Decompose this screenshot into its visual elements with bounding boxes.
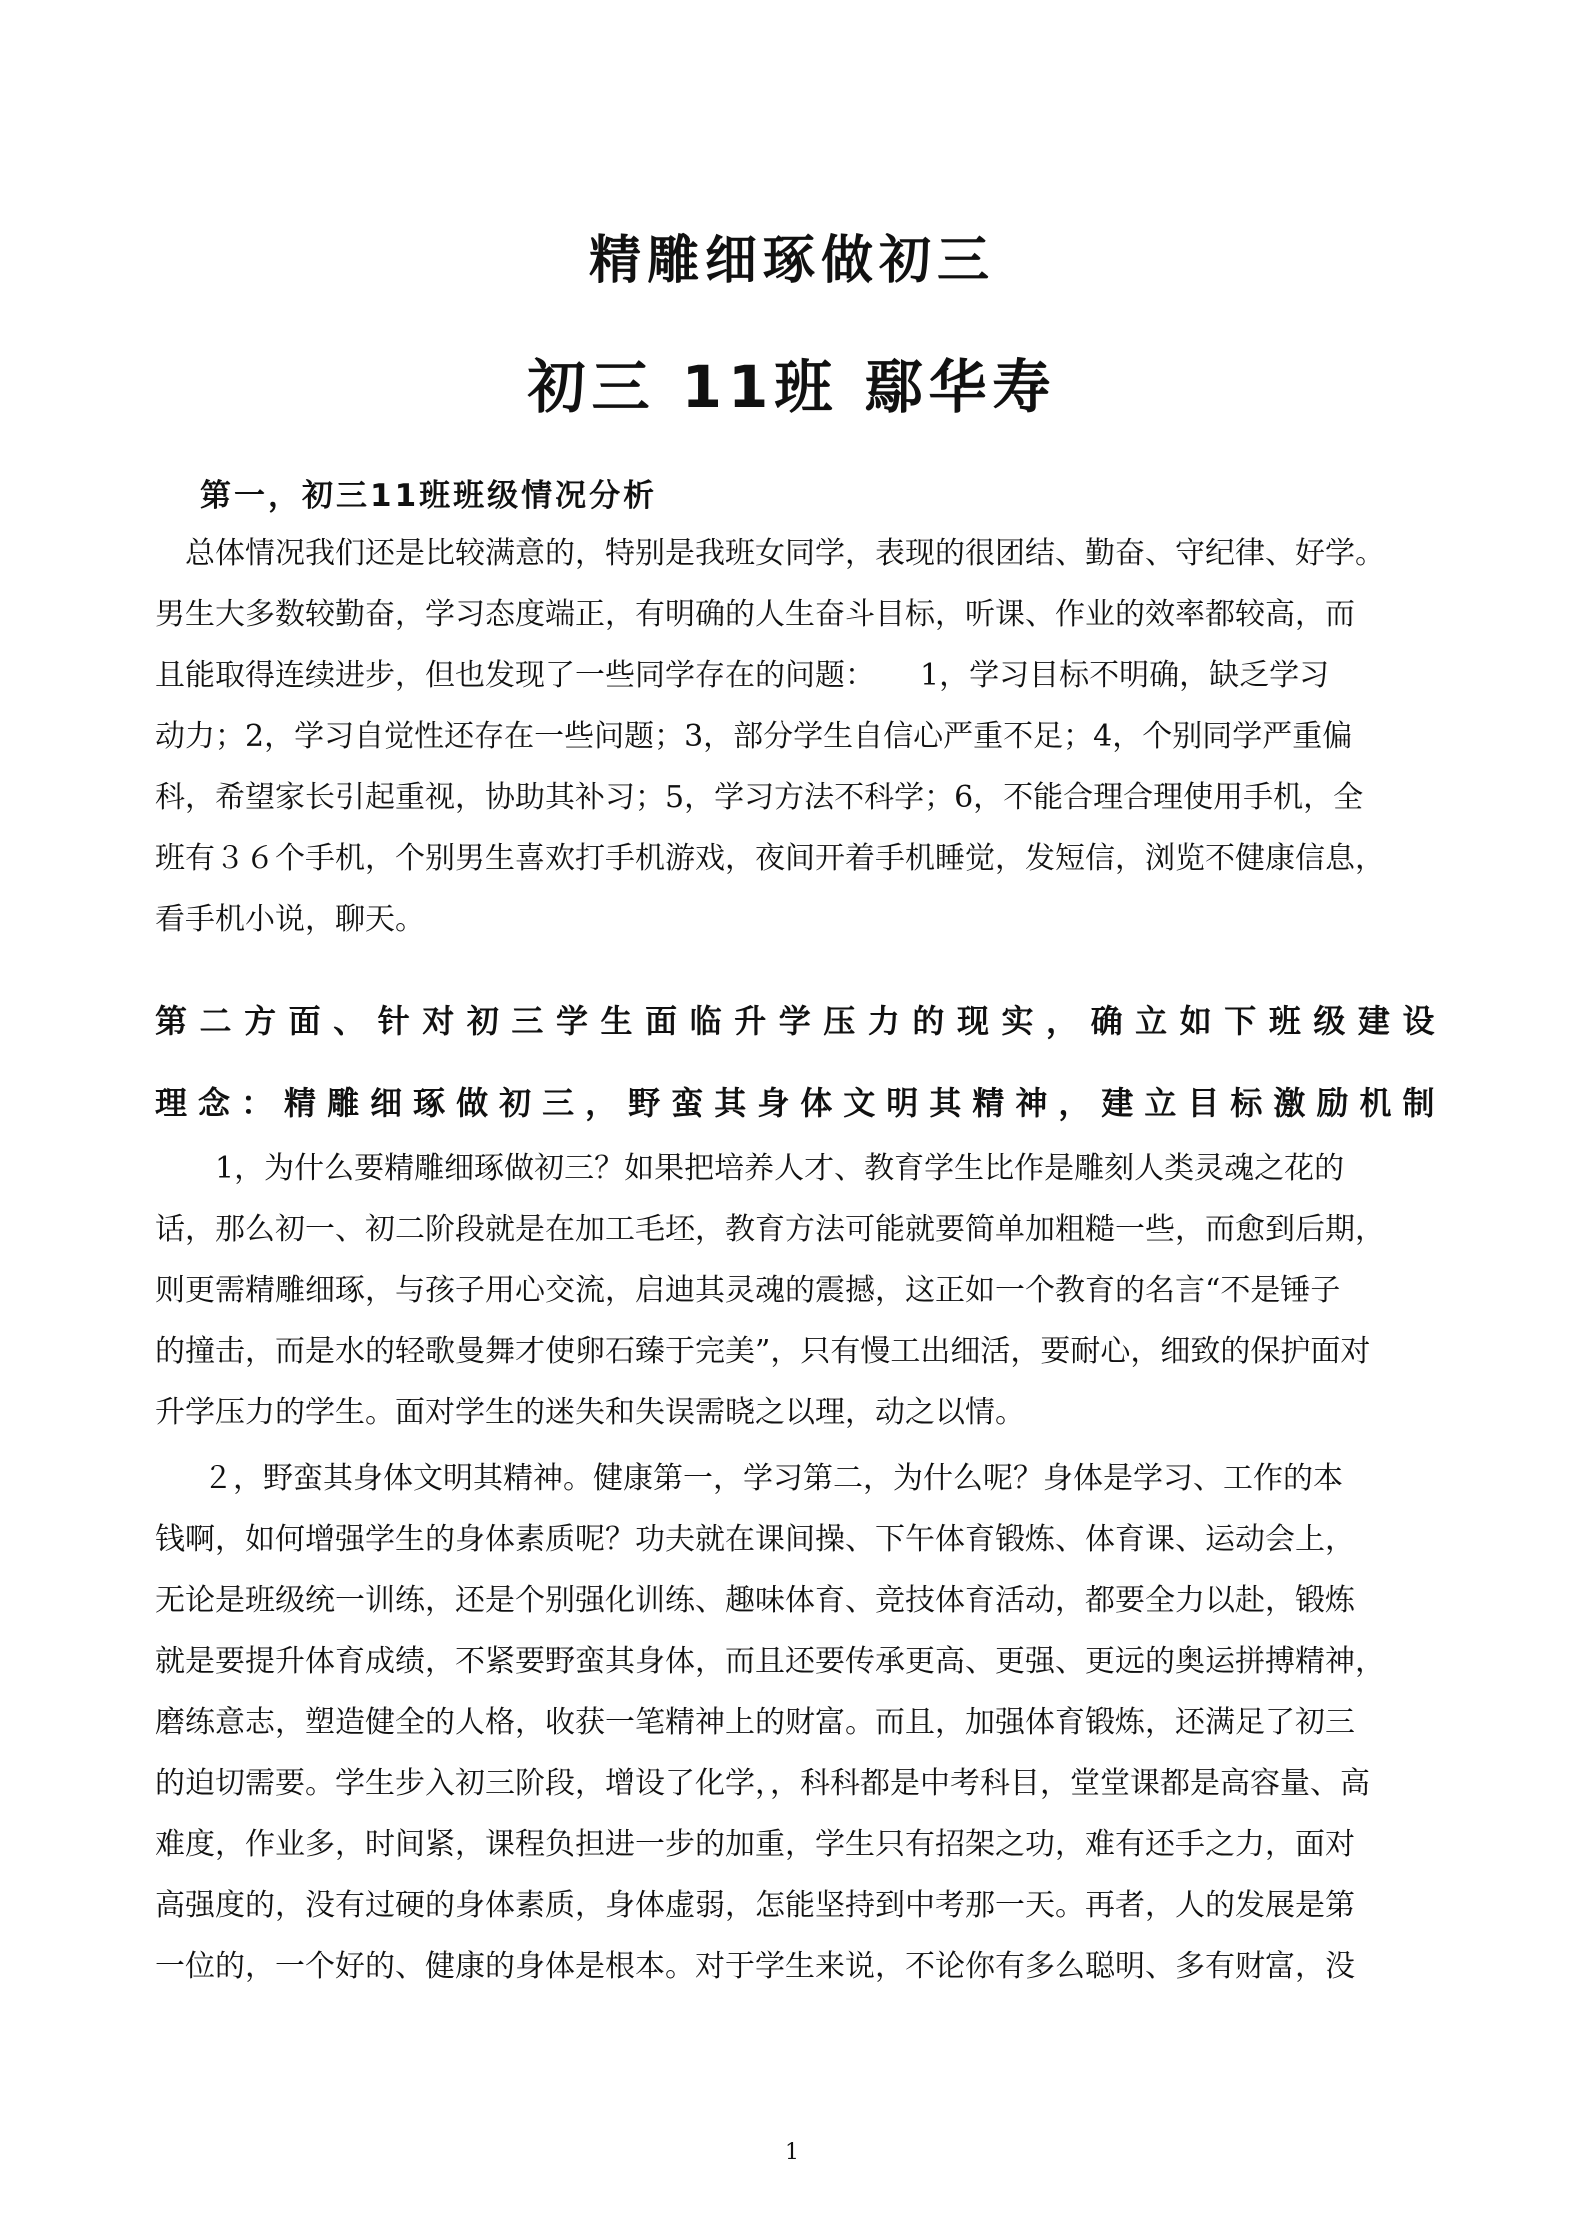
section2-heading-line: 理念：精雕细琢做初三，野蛮其身体文明其精神，建立目标激励机制 — [155, 1084, 1437, 1122]
paragraph-line: 磨练意志，塑造健全的人格，收获一笔精神上的财富。而且，加强体育锻炼，还满足了初三 — [155, 1705, 1355, 1740]
section2-paragraph-2 — [155, 1448, 1437, 1997]
paragraph-line: 的迫切需要。学生步入初三阶段，增设了化学，，科科都是中考科目，堂堂课都是高容量、高 — [155, 1766, 1370, 1801]
section1-paragraph — [155, 523, 1437, 950]
paragraph-line: 升学压力的学生。面对学生的迷失和失误需晓之以理，动之以情。 — [155, 1395, 1025, 1430]
section2-heading-line: 第二方面、针对初三学生面临升学压力的现实，确立如下班级建设 — [155, 1002, 1437, 1040]
paragraph-line: 一位的，一个好的、健康的身体是根本。对于学生来说，不论你有多么聪明、多有财富，没 — [155, 1949, 1355, 1984]
section2-heading — [155, 980, 1437, 1144]
section1-heading: 第一，初三11班班级情况分析 — [200, 478, 658, 514]
paragraph-line: 就是要提升体育成绩，不紧要野蛮其身体，而且还要传承更高、更强、更远的奥运拼搏精神， — [155, 1644, 1385, 1679]
paragraph-line: 钱啊，如何增强学生的身体素质呢？功夫就在课间操、下午体育锻炼、体育课、运动会上， — [155, 1522, 1355, 1557]
paragraph-line: 高强度的，没有过硬的身体素质，身体虚弱，怎能坚持到中考那一天。再者，人的发展是第 — [155, 1888, 1355, 1923]
document-subtitle: 初三 11班 鄢华寿 — [527, 353, 1057, 421]
paragraph-line: 科，希望家长引起重视，协助其补习；5，学习方法不科学；6，不能合理合理使用手机，全 — [155, 780, 1364, 815]
paragraph-line: 且能取得连续进步，但也发现了一些同学存在的问题： 1，学习目标不明确，缺乏学习 — [155, 658, 1330, 693]
paragraph-line: 看手机小说，聊天。 — [155, 902, 425, 937]
paragraph-line: 无论是班级统一训练，还是个别强化训练、趣味体育、竞技体育活动，都要全力以赴，锻炼 — [155, 1583, 1355, 1618]
paragraph-line: 难度，作业多，时间紧，课程负担进一步的加重，学生只有招架之功，难有还手之力，面对 — [155, 1827, 1355, 1862]
paragraph-line: 话，那么初一、初二阶段就是在加工毛坯，教育方法可能就要简单加粗糙一些，而愈到后期， — [155, 1212, 1385, 1247]
paragraph-line: 男生大多数较勤奋，学习态度端正，有明确的人生奋斗目标，听课、作业的效率都较高，而 — [155, 597, 1355, 632]
paragraph-line: 的撞击，而是水的轻歌曼舞才使卵石臻于完美”，只有慢工出细活，要耐心，细致的保护面对 — [155, 1334, 1371, 1369]
paragraph-line: 班有３６个手机，个别男生喜欢打手机游戏，夜间开着手机睡觉，发短信，浏览不健康信息， — [155, 841, 1385, 876]
paragraph-line: 动力；2，学习自觉性还存在一些问题；3，部分学生自信心严重不足；4，个别同学严重偏 — [155, 719, 1353, 754]
section2-paragraph-1 — [155, 1138, 1437, 1443]
page-number: 1 — [785, 2140, 799, 2165]
paragraph-line: 1，为什么要精雕细琢做初三？如果把培养人才、教育学生比作是雕刻人类灵魂之花的 — [185, 1151, 1345, 1186]
paragraph-line: ２，野蛮其身体文明其精神。健康第一，学习第二，为什么呢？身体是学习、工作的本 — [203, 1461, 1343, 1496]
document-title: 精雕细琢做初三 — [588, 231, 995, 291]
paragraph-line: 则更需精雕细琢，与孩子用心交流，启迪其灵魂的震撼，这正如一个教育的名言“不是锤子 — [155, 1273, 1341, 1308]
paragraph-line: 总体情况我们还是比较满意的，特别是我班女同学，表现的很团结、勤奋、守纪律、好学。 — [185, 536, 1385, 571]
